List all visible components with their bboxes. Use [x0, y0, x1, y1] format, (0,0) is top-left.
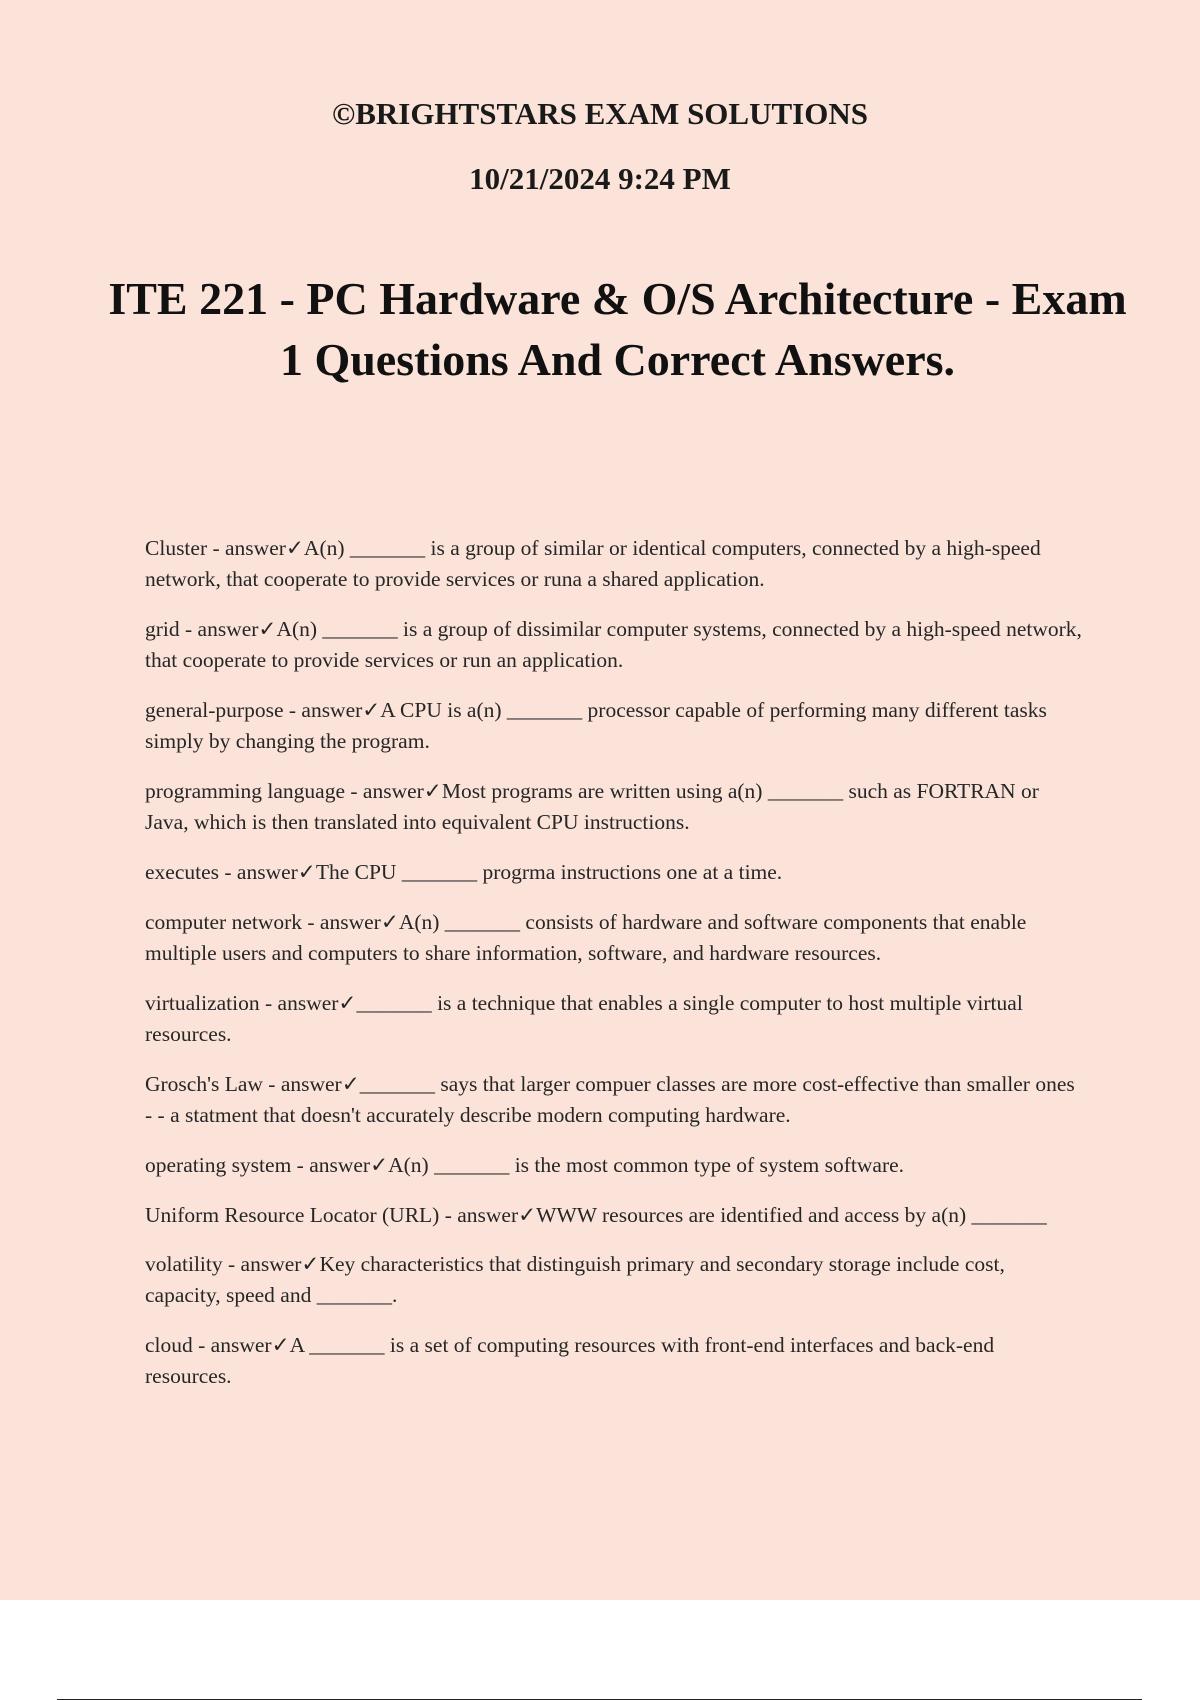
qa-list	[145, 533, 1085, 1411]
qa-item-operating-system: operating system - answer✓A(n) _______ is the most common type of system software.	[145, 1153, 905, 1177]
qa-item-url: Uniform Resource Locator (URL) - answer✓WWW resources are identified and access by a(n) _______	[145, 1203, 1047, 1227]
qa-item-virtualization: virtualization - answer✓_______ is a technique that enables a single computer to host multiple virtual resources.	[145, 991, 1023, 1046]
document-title: ITE 221 - PC Hardware & O/S Architecture - Exam 1 Questions And Correct Answers.	[108, 273, 1127, 385]
qa-item-volatility: volatility - answer✓Key characteristics that distinguish primary and secondary storage include cost, capacity, speed and _______.	[145, 1252, 1005, 1307]
qa-item-groschs-law: Grosch's Law - answer✓_______ says that larger compuer classes are more cost-effective than smaller ones - - a statment that doesn't accurately describe modern computing hardware.	[145, 1072, 1075, 1127]
qa-item-executes: executes - answer✓The CPU _______ progrma instructions one at a time.	[145, 860, 783, 884]
qa-item-grid: grid - answer✓A(n) _______ is a group of dissimilar computer systems, connected by a high-speed network, that cooperate to provide services or run an application.	[145, 617, 1082, 672]
qa-item-computer-network: computer network - answer✓A(n) _______ consists of hardware and software components that enable multiple users and computers to share information, software, and hardware resources.	[145, 910, 1027, 965]
brand-header: ©BRIGHTSTARS EXAM SOLUTIONS	[332, 96, 868, 131]
timestamp: 10/21/2024 9:24 PM	[469, 161, 731, 196]
qa-item-programming-language: programming language - answer✓Most programs are written using a(n) _______ such as FORTRAN or Java, which is then translated into equivalent CPU instructions.	[145, 779, 1039, 834]
qa-item-general-purpose: general-purpose - answer✓A CPU is a(n) _______ processor capable of performing many different tasks simply by changing the program.	[145, 698, 1047, 753]
qa-item-cloud: cloud - answer✓A _______ is a set of computing resources with front-end interfaces and back-end resources.	[145, 1333, 995, 1388]
qa-item-cluster: Cluster - answer✓A(n) _______ is a group of similar or identical computers, connected by a high-speed network, that cooperate to provide services or runa a shared application.	[145, 536, 1041, 591]
